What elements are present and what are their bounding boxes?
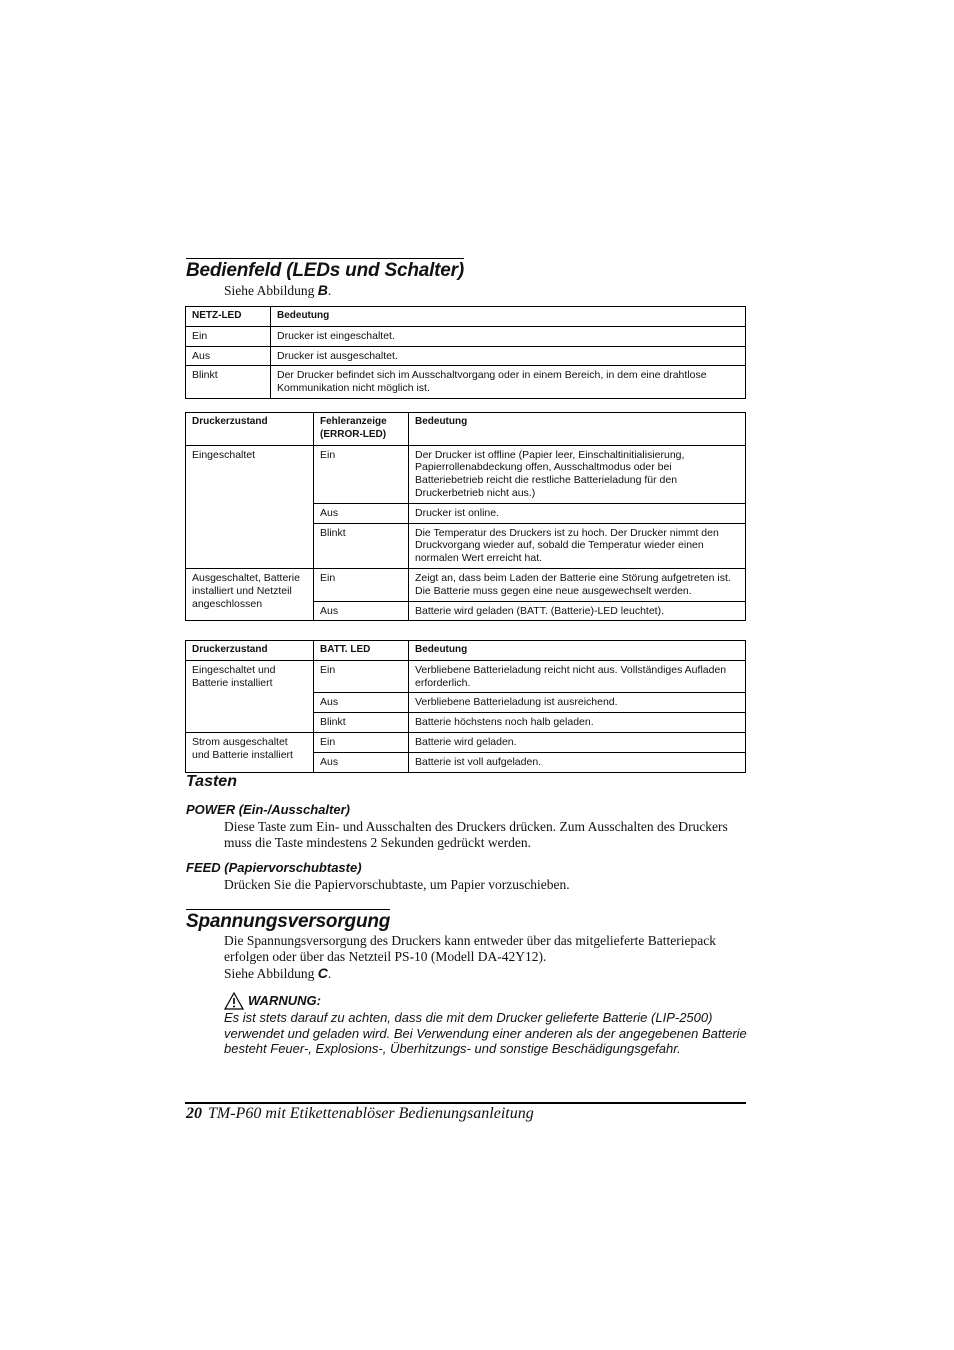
table-cell: Drucker ist eingeschaltet. <box>271 326 746 346</box>
table-cell: Verbliebene Batterieladung reicht nicht aus. Vollständiges Aufladen erforderlich. <box>409 660 746 693</box>
see-figure-suffix: . <box>327 283 332 298</box>
table-cell-state: Eingeschaltet <box>186 445 314 568</box>
see-figure-b <box>224 282 331 299</box>
column-header: Fehleranzeige (ERROR-LED) <box>314 413 409 446</box>
table-cell: Der Drucker befindet sich im Ausschaltvorgang oder in einem Bereich, in dem eine drahtlose Kommunikation nicht möglich ist. <box>271 366 746 399</box>
table-row <box>186 568 746 601</box>
table-cell: Ein <box>314 660 409 693</box>
table-cell-state: Ausgeschaltet, Batterie installiert und Netzteil angeschlossen <box>186 568 314 620</box>
feed-button-description: Drücken Sie die Papiervorschubtaste, um Papier vorzuschieben. <box>224 877 570 892</box>
table-cell: Blinkt <box>314 523 409 568</box>
see-figure-label: Siehe Abbildung <box>224 283 315 298</box>
table-cell: Blinkt <box>314 713 409 733</box>
table-cell-state: Eingeschaltet und Batterie installiert <box>186 660 314 732</box>
table-row <box>186 326 746 346</box>
page-number: 20 <box>186 1105 202 1122</box>
table-row <box>186 660 746 693</box>
feed-button-title: FEED (Papiervorschubtaste) <box>186 860 362 875</box>
table-cell: Batterie wird geladen. <box>409 732 746 752</box>
table-cell: Zeigt an, dass beim Laden der Batterie eine Störung aufgetreten ist. Die Batterie muss gegen eine neue ausgewechselt werden. <box>409 568 746 601</box>
table-row <box>186 445 746 503</box>
table-row <box>186 366 746 399</box>
warning-title: WARNUNG: <box>248 993 321 1009</box>
error-led-table <box>185 412 746 621</box>
warning-text: Es ist stets darauf zu achten, dass die mit dem Drucker gelieferte Batterie (LIP-2500) verwendet und geladen wird. Bei Verwendung einer anderen als der angegebenen Batterie besteht Feuer-, Explosions-, Überhitzungs- und sonstige Beschädigungsgefahr. <box>224 1010 747 1056</box>
column-header: NETZ-LED <box>186 307 271 327</box>
column-header: Bedeutung <box>409 413 746 446</box>
table-cell: Aus <box>314 503 409 523</box>
table-header-row <box>186 307 746 327</box>
power-supply-text: Die Spannungsversorgung des Druckers kann entweder über das mitgelieferte Batteriepack erfolgen oder über das Netzteil PS-10 (Modell DA-42Y12). <box>224 933 716 964</box>
manual-title: TM-P60 mit Etikettenablöser Bedienungsanleitung <box>208 1105 534 1122</box>
column-header: Bedeutung <box>409 641 746 661</box>
warning-triangle-icon <box>224 992 244 1010</box>
table-cell: Drucker ist online. <box>409 503 746 523</box>
figure-ref-c: C <box>317 965 328 981</box>
table-cell: Batterie ist voll aufgeladen. <box>409 752 746 772</box>
table-cell: Der Drucker ist offline (Papier leer, Einschaltinitialisierung, Papierrollenabdeckung offen, Ausschaltmodus oder bei Batteriebetrieb reicht die restliche Batterieladung für den Druckerbetrieb nicht aus.) <box>409 445 746 503</box>
column-header: BATT. LED <box>314 641 409 661</box>
batt-led-table <box>185 640 746 773</box>
column-header: Bedeutung <box>271 307 746 327</box>
power-button-description: Diese Taste zum Ein- und Ausschalten des Druckers drücken. Zum Ausschalten des Druckers muss die Taste mindestens 2 Sekunden gedrückt werden. <box>224 819 728 850</box>
table-cell: Ein <box>186 326 271 346</box>
table-cell-state: Strom ausgeschaltet und Batterie installiert <box>186 732 314 772</box>
table-cell: Batterie höchstens noch halb geladen. <box>409 713 746 733</box>
section-title-spannungsversorgung: Spannungsversorgung <box>186 911 391 932</box>
figure-ref-b: B <box>317 282 328 298</box>
section-title-bedienfeld: Bedienfeld (LEDs und Schalter) <box>186 260 464 281</box>
warning-title-row <box>224 992 754 1010</box>
table-cell: Aus <box>314 601 409 621</box>
see-figure-c <box>224 965 331 982</box>
table-row <box>186 732 746 752</box>
table-cell: Ein <box>314 445 409 503</box>
page-footer <box>186 1105 534 1123</box>
column-header: Druckerzustand <box>186 413 314 446</box>
table-cell: Drucker ist ausgeschaltet. <box>271 346 746 366</box>
table-cell: Blinkt <box>186 366 271 399</box>
table-cell: Ein <box>314 732 409 752</box>
power-button-title: POWER (Ein-/Ausschalter) <box>186 802 350 817</box>
warning-box <box>224 992 754 1057</box>
see-figure-label: Siehe Abbildung <box>224 966 315 981</box>
table-cell: Ein <box>314 568 409 601</box>
table-header-row <box>186 641 746 661</box>
table-row <box>186 346 746 366</box>
netz-led-table <box>185 306 746 399</box>
table-cell: Verbliebene Batterieladung ist ausreichend. <box>409 693 746 713</box>
footer-rule <box>185 1102 746 1104</box>
table-cell: Aus <box>186 346 271 366</box>
table-cell: Die Temperatur des Druckers ist zu hoch. Der Drucker nimmt den Druckvorgang wieder auf, sobald die Temperatur wieder einen normalen Wert erreicht hat. <box>409 523 746 568</box>
table-header-row <box>186 413 746 446</box>
section-title-tasten: Tasten <box>186 773 237 790</box>
see-figure-suffix: . <box>327 966 332 981</box>
column-header: Druckerzustand <box>186 641 314 661</box>
table-cell: Aus <box>314 693 409 713</box>
table-cell: Aus <box>314 752 409 772</box>
table-cell: Batterie wird geladen (BATT. (Batterie)-LED leuchtet). <box>409 601 746 621</box>
